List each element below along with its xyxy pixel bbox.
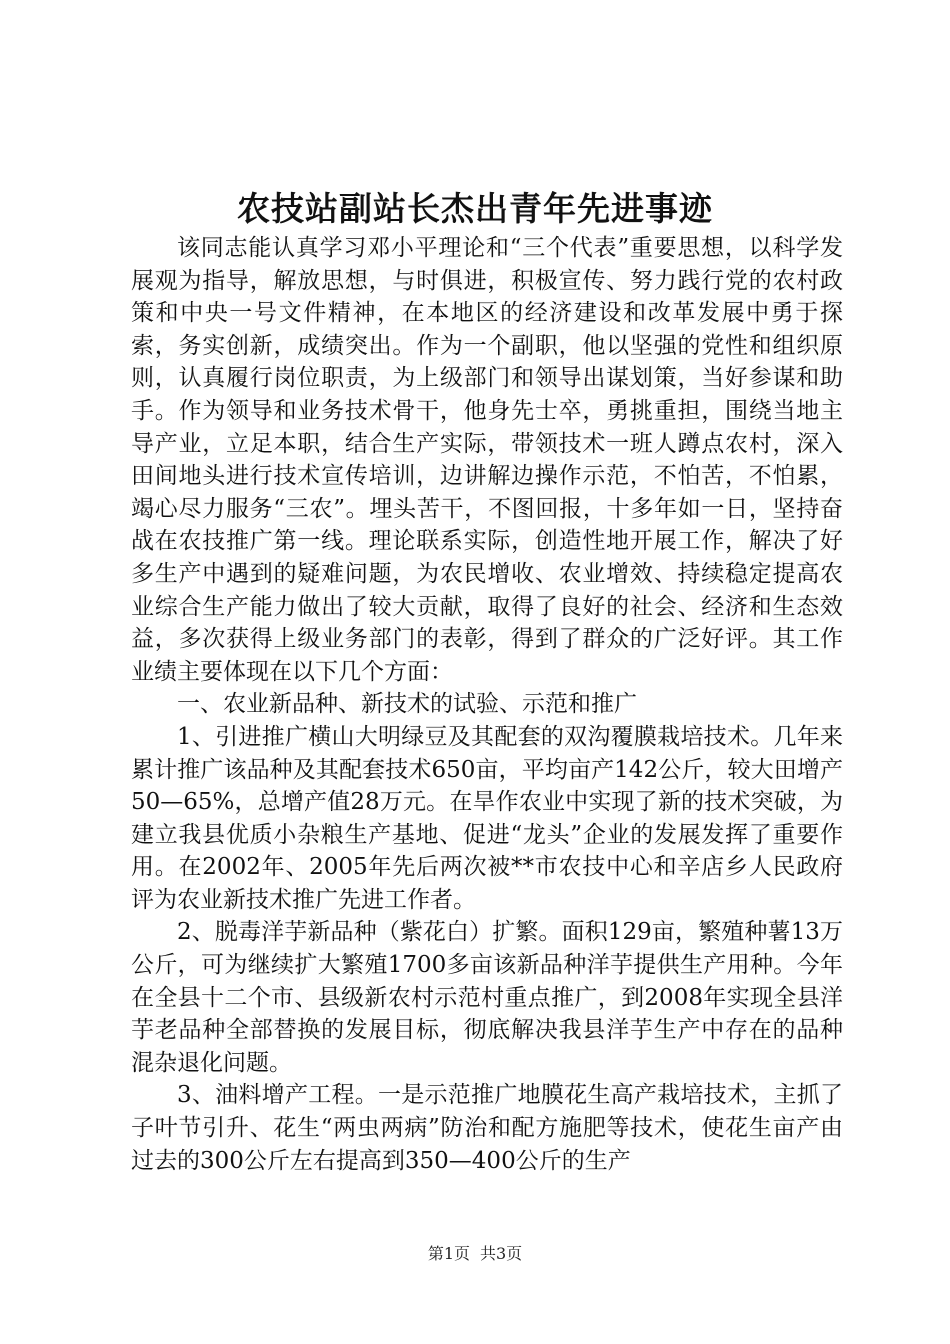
paragraph-item-1: 1、引进推广横山大明绿豆及其配套的双沟覆膜栽培技术。几年来累计推广该品种及其配套技术650亩，平均亩产142公斤，较大田增产50—65%，总增产值28万元。在旱作农业中实现了新的技术突破，为建立我县优质小杂粮生产基地、促进“龙头”企业的发展发挥了重要作用。在2002年、2005年先后两次被**市农技中心和辛店乡人民政府评为农业新技术推广先进工作者。	[131, 723, 843, 913]
page-footer	[0, 1243, 950, 1265]
paragraph-item-2: 2、脱毒洋芋新品种（紫花白）扩繁。面积129亩，繁殖种薯13万公斤，可为继续扩大繁殖1700多亩该新品种洋芋提供生产用种。今年在全县十二个市、县级新农村示范村重点推广，到2008年实现全县洋芋老品种全部替换的发展目标，彻底解决我县洋芋生产中存在的品种混杂退化问题。	[131, 919, 843, 1076]
paragraph-intro: 该同志能认真学习邓小平理论和“三个代表”重要思想，以科学发展观为指导，解放思想，与时俱进，积极宣传、努力践行党的农村政策和中央一号文件精神，在本地区的经济建设和改革发展中勇于探索，务实创新，成绩突出。作为一个副职，他以坚强的党性和组织原则，认真履行岗位职责，为上级部门和领导出谋划策，当好参谋和助手。作为领导和业务技术骨干，他身先士卒，勇挑重担，围绕当地主导产业，立足本职，结合生产实际，带领技术一班人蹲点农村，深入田间地头进行技术宣传培训，边讲解边操作示范，不怕苦，不怕累，竭心尽力服务“三农”。埋头苦干，不图回报，十多年如一日，坚持奋战在农技推广第一线。理论联系实际，创造性地开展工作，解决了好多生产中遇到的疑难问题，为农民增收、农业增效、持续稳定提高农业综合生产能力做出了较大贡献，取得了良好的社会、经济和生态效益，多次获得上级业务部门的表彰，得到了群众的广泛好评。其工作业绩主要体现在以下几个方面：	[131, 235, 843, 685]
page-total: 共3页	[480, 1244, 523, 1263]
section-heading-1: 一、农业新品种、新技术的试验、示范和推广	[177, 691, 637, 718]
document-title: 农技站副站长杰出青年先进事迹	[237, 189, 713, 228]
document-body	[131, 232, 843, 1177]
paragraph-item-3: 3、油料增产工程。一是示范推广地膜花生高产栽培技术，主抓了子叶节引升、花生“两虫两病”防治和配方施肥等技术，使花生亩产由过去的300公斤左右提高到350—400公斤的生产	[131, 1082, 843, 1174]
page-number: 第1页	[427, 1244, 470, 1263]
